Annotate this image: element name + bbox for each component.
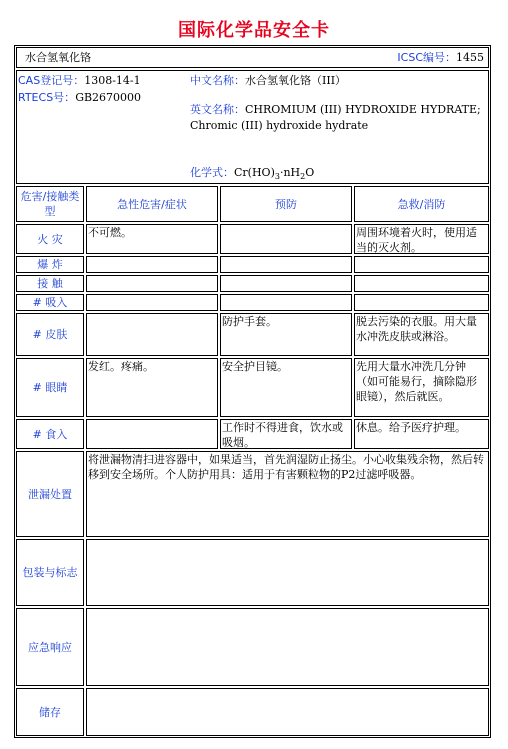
fire-symptoms: 不可燃。 [86,224,218,254]
section-text-storage [86,688,489,736]
identifiers-block [16,70,489,184]
cas-number [18,73,141,88]
chemical-formula [190,165,314,184]
row-type-ingestion: # 食入 [16,419,84,449]
section-text-packaging [86,539,489,606]
section-text-spill: 将泄漏物清扫进容器中，如果适当，首先润湿防止扬尘。小心收集残余物，然后转移到安全场所。个人防护用具：适用于有害颗粒物的P2过滤呼吸器。 [86,451,489,537]
formula-subscript: 3 [274,172,280,182]
explosion-symptoms [86,256,218,273]
eyes-symptoms: 发红。疼痛。 [86,358,218,417]
inhalation-prevention [220,294,352,311]
chinese-name-value: 水合氢氧化铬（III） [245,74,347,87]
cas-value: 1308-14-1 [84,74,141,87]
chinese-name-label: 中文名称： [190,74,245,87]
header-hazard-type: 危害/接触类型 [16,186,84,222]
fire-first-aid: 周围环境着火时，使用适当的灭火剂。 [354,224,489,254]
rtecs-value: GB2670000 [75,91,142,104]
row-type-inhalation: # 吸入 [16,294,84,311]
ingestion-first-aid: 休息。给予医疗护理。 [354,419,489,449]
ingestion-prevention: 工作时不得进食，饮水或吸烟。 [220,419,352,449]
skin-first-aid: 脱去污染的衣服。用大量水冲洗皮肤或淋浴。 [354,313,489,356]
inhalation-first-aid [354,294,489,311]
icsc-value: 1455 [456,51,484,64]
row-type-explosion: 爆 炸 [16,256,84,273]
contact-prevention [220,275,352,292]
english-name-line1: CHROMIUM (III) HYDROXIDE HYDRATE; [245,103,481,116]
section-label-emergency: 应急响应 [16,608,84,686]
section-label-spill: 泄漏处置 [16,451,84,537]
fire-prevention [220,224,352,254]
formula-part: Cr(HO) [234,166,275,179]
formula-label: 化学式： [190,166,234,179]
inhalation-symptoms [86,294,218,311]
cas-label: CAS登记号： [18,74,85,87]
eyes-first-aid: 先用大量水冲洗几分钟（如可能易行，摘除隐形眼镜），然后就医。 [354,358,489,417]
eyes-prevention: 安全护目镜。 [220,358,352,417]
rtecs-label: RTECS号： [18,91,76,104]
skin-symptoms [86,313,218,356]
card-title: 国际化学品安全卡 [178,20,330,41]
formula-subscript: 2 [300,172,306,182]
row-type-fire: 火 灾 [16,224,84,254]
header-first-aid: 急救/消防 [354,186,489,222]
contact-symptoms [86,275,218,292]
row-type-contact: 接 触 [16,275,84,292]
chemical-name: 水合氢氧化铬 [25,51,91,64]
icsc-label: ICSC编号： [397,51,456,64]
contact-first-aid [354,275,489,292]
header-prevention: 预防 [220,186,352,222]
section-label-storage: 储存 [16,688,84,736]
header-symptoms: 急性危害/症状 [86,186,218,222]
english-name [190,102,481,117]
explosion-prevention [220,256,352,273]
formula-part: ·nH [279,166,301,179]
ingestion-symptoms [86,419,218,449]
section-label-packaging: 包装与标志 [16,539,84,606]
section-text-emergency [86,608,489,686]
explosion-first-aid [354,256,489,273]
chinese-name [190,73,346,88]
row-type-eyes: # 眼睛 [16,358,84,417]
formula-part: O [305,166,315,179]
rtecs-number [18,90,141,105]
english-name-label: 英文名称： [190,103,245,116]
row-type-skin: # 皮肤 [16,313,84,356]
skin-prevention: 防护手套。 [220,313,352,356]
english-name-line2: Chromic (III) hydroxide hydrate [190,119,369,132]
icsc-number [397,50,484,65]
header-row [16,47,489,68]
